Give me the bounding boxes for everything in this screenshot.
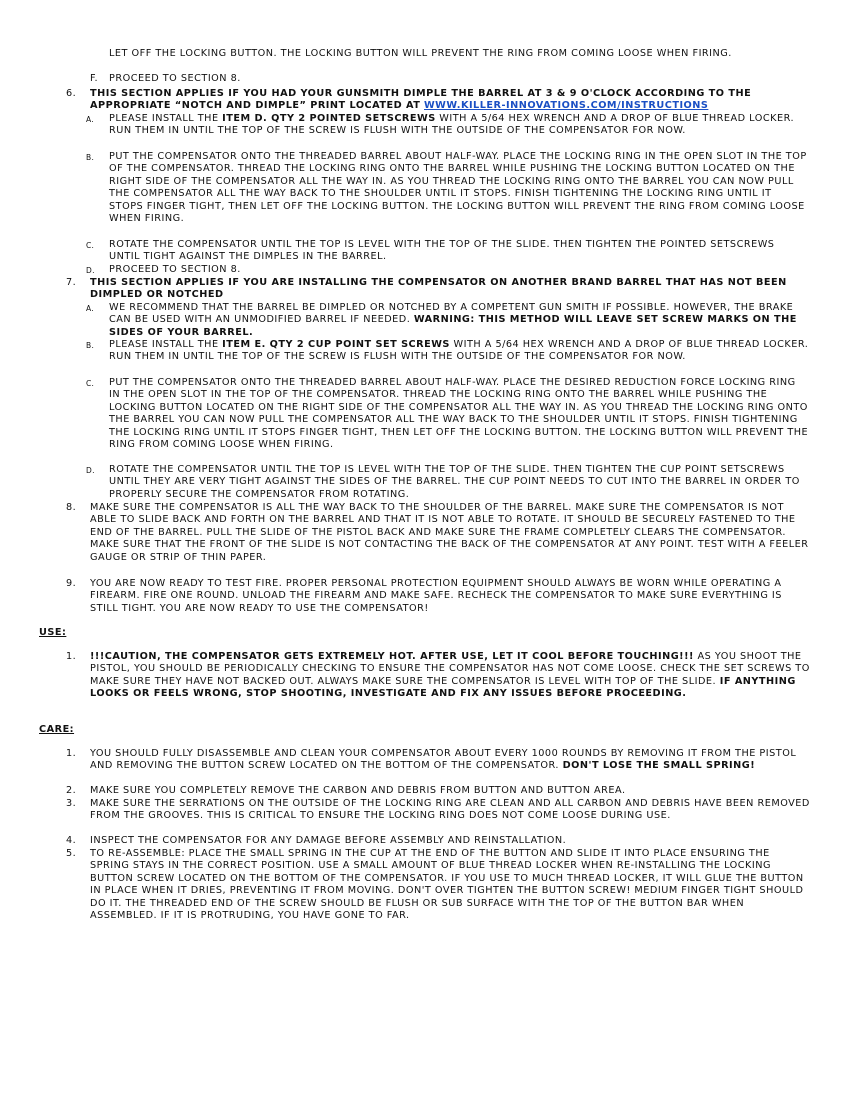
care-item-1-number: 1. bbox=[66, 748, 77, 759]
item-6-number: 6. bbox=[66, 88, 77, 99]
item-7b-label: B. bbox=[86, 341, 95, 350]
item-7b-bold: ITEM E. QTY 2 CUP POINT SET SCREWS bbox=[222, 339, 450, 350]
item-7c-text: PUT THE COMPENSATOR ONTO THE THREADED BARREL ABOUT HALF-WAY. PLACE THE DESIRED REDUCTION FORCE LOCKING RING IN THE OPEN SLOT IN THE TOP OF THE COMPENSATOR. THREAD THE LOCKING RING ONTO THE BARREL WHILE PUSHING THE LOCKING BUTTON LOCATED ON THE RIGHT SIDE OF THE COMPENSATOR ALL THE WAY IN. AS YOU THREAD THE LOCKING RING ONTO THE BARREL YOU CAN NOW PULL THE COMPENSATOR ALL THE WAY BACK TO THE SHOULDER UNTIL IT STOPS. FINISH TIGHTENING THE LOCKING RING UNTIL IT STOPS FINGER TIGHT, THEN LET OFF THE LOCKING BUTTON. THE LOCKING BUTTON WILL PREVENT THE RING FROM COMING LOOSE WHEN FIRING. bbox=[109, 377, 809, 451]
care-item-2-text: MAKE SURE YOU COMPLETELY REMOVE THE CARBON AND DEBRIS FROM BUTTON AND BUTTON AREA. bbox=[90, 785, 626, 796]
item-6a-label: A. bbox=[86, 115, 94, 124]
item-8-text: MAKE SURE THE COMPENSATOR IS ALL THE WAY BACK TO THE SHOULDER OF THE BARREL. MAKE SURE THE COMPENSATOR IS NOT ABLE TO SLIDE BACK AND FORTH ON THE BARREL AND THAT IT IS NOT ABLE TO ROTATE. IT SHOULD BE SECURELY FASTENED TO THE END OF THE BARREL. PULL THE SLIDE OF THE PISTOL BACK AND MAKE SURE THE FRAME COMPLETELY CLEARS THE COMPENSATOR. MAKE SURE THAT THE FRONT OF THE SLIDE IS NOT CONTACTING THE BACK OF THE COMPENSATOR AT ANY POINT. TEST WITH A FEELER GAUGE OR STRIP OF THIN PAPER. bbox=[90, 502, 809, 563]
use-item-1-text bbox=[90, 651, 810, 701]
item-7a-warning: WARNING: THIS METHOD WILL LEAVE SET SCREW MARKS ON THE SIDES OF YOUR BARREL. bbox=[109, 314, 797, 338]
item-6a-text bbox=[109, 113, 809, 138]
caution-text: !!!CAUTION, THE COMPENSATOR GETS EXTREMELY HOT. AFTER USE, LET IT COOL BEFORE TOUCHING!!! bbox=[90, 651, 694, 662]
item-7a-plain: WE RECOMMEND THAT THE BARREL BE DIMPLED OR NOTCHED BY A COMPETENT GUN SMITH IF POSSIBLE. HOWEVER, THE BRAKE CAN BE USED WITH AN UNMODIFIED BARREL IF NEEDED. bbox=[109, 302, 794, 326]
item-7b-post: WITH A 5/64 HEX WRENCH AND A DROP OF BLUE THREAD LOCKER. RUN THEM IN UNTIL THE TOP OF THE SCREW IS FLUSH WITH THE OUTSIDE OF THE COMPENSATOR FOR NOW. bbox=[109, 339, 809, 363]
item-6a-post: WITH A 5/64 HEX WRENCH AND A DROP OF BLUE THREAD LOCKER. RUN THEM IN UNTIL THE TOP OF THE SCREW IS FLUSH WITH THE OUTSIDE OF THE COMPENSATOR FOR NOW. bbox=[109, 113, 795, 137]
use-heading: USE: bbox=[39, 627, 67, 638]
item-7d-label: D. bbox=[86, 466, 95, 475]
item-7a-text bbox=[109, 302, 809, 339]
item-9-text: YOU ARE NOW READY TO TEST FIRE. PROPER PERSONAL PROTECTION EQUIPMENT SHOULD ALWAYS BE WORN WHILE OPERATING A FIREARM. FIRE ONE ROUND. UNLOAD THE FIREARM AND MAKE SAFE. RECHECK THE COMPENSATOR TO MAKE SURE EVERYTHING IS STILL TIGHT. YOU ARE NOW READY TO USE THE COMPENSATOR! bbox=[90, 578, 782, 614]
use-item-1-number: 1. bbox=[66, 651, 77, 662]
care-item-3-number: 3. bbox=[66, 798, 77, 809]
care-item-1-plain: YOU SHOULD FULLY DISASSEMBLE AND CLEAN YOUR COMPENSATOR ABOUT EVERY 1000 ROUNDS BY REMOVING IT FROM THE PISTOL AND REMOVING THE BUTTON SCREW LOCATED ON THE BOTTOM OF THE COMPENSATOR. bbox=[90, 748, 797, 772]
step-f-label: F. bbox=[90, 73, 99, 84]
use-item-1-warning: IF ANYTHING LOOKS OR FEELS WRONG, STOP SHOOTING, INVESTIGATE AND FIX ANY ISSUES BEFORE PROCEEDING. bbox=[90, 675, 796, 700]
item-9-number: 9. bbox=[66, 578, 77, 589]
item-6c-label: C. bbox=[86, 241, 95, 250]
item-6b-text: PUT THE COMPENSATOR ONTO THE THREADED BARREL ABOUT HALF-WAY. PLACE THE LOCKING RING IN THE OPEN SLOT IN THE TOP OF THE COMPENSATOR. THREAD THE LOCKING RING ONTO THE BARREL WHILE PUSHING THE LOCKING BUTTON LOCATED ON THE RIGHT SIDE OF THE COMPENSATOR ALL THE WAY IN. AS YOU THREAD THE LOCKING RING ONTO THE BARREL YOU CAN NOW PULL THE COMPENSATOR ALL THE WAY BACK TO THE SHOULDER UNTIL IT STOPS. FINISH TIGHTENING THE LOCKING RING UNTIL IT STOPS FINGER TIGHT, THEN LET OFF THE LOCKING BUTTON. THE LOCKING BUTTON WILL PREVENT THE RING FROM COMING LOOSE WHEN FIRING. bbox=[109, 151, 807, 225]
item-6-heading-bold: THIS SECTION APPLIES IF YOU HAD YOUR GUNSMITH DIMPLE THE BARREL AT 3 & 9 O'CLOCK ACCORDING TO THE APPROPRIATE “NOTCH AND DIMPLE” PRINT LOCATED AT bbox=[90, 88, 752, 112]
care-item-4-text: INSPECT THE COMPENSATOR FOR ANY DAMAGE BEFORE ASSEMBLY AND REINSTALLATION. bbox=[90, 835, 567, 846]
item-6a-bold: ITEM D. QTY 2 POINTED SETSCREWS bbox=[222, 113, 436, 124]
item-6b-label: B. bbox=[86, 153, 95, 162]
item-7d-text: ROTATE THE COMPENSATOR UNTIL THE TOP IS LEVEL WITH THE TOP OF THE SLIDE. THEN TIGHTEN THE CUP POINT SETSCREWS UNTIL THEY ARE VERY TIGHT AGAINST THE SIDES OF THE BARREL. THE CUP POINT NEEDS TO CUT INTO THE BARREL IN ORDER TO PROPERLY SECURE THE COMPENSATOR FROM ROTATING. bbox=[109, 464, 800, 500]
item-7c-label: C. bbox=[86, 379, 95, 388]
item-6a-pre: PLEASE INSTALL THE bbox=[109, 113, 219, 124]
item-6-heading bbox=[90, 88, 810, 113]
item-7-heading: THIS SECTION APPLIES IF YOU ARE INSTALLING THE COMPENSATOR ON ANOTHER BRAND BARREL THAT HAS NOT BEEN DIMPLED OR NOTCHED bbox=[90, 277, 787, 301]
item-7a-label: A. bbox=[86, 304, 94, 313]
item-6c-text: ROTATE THE COMPENSATOR UNTIL THE TOP IS LEVEL WITH THE TOP OF THE SLIDE. THEN TIGHTEN THE POINTED SETSCREWS UNTIL TIGHT AGAINST THE DIMPLES IN THE BARREL. bbox=[109, 239, 775, 263]
step-f-text: PROCEED TO SECTION 8. bbox=[109, 73, 241, 84]
instructions-link[interactable]: WWW.KILLER-INNOVATIONS.COM/INSTRUCTIONS bbox=[424, 100, 709, 112]
care-heading: CARE: bbox=[39, 724, 75, 735]
care-item-3-text: MAKE SURE THE SERRATIONS ON THE OUTSIDE OF THE LOCKING RING ARE CLEAN AND ALL CARBON AND DEBRIS HAVE BEEN REMOVED FROM THE GROOVES. THIS IS CRITICAL TO ENSURE THE LOCKING RING DOES NOT COME LOOSE DURING USE. bbox=[90, 798, 810, 822]
item-6d-text: PROCEED TO SECTION 8. bbox=[109, 264, 241, 275]
item-7b-text bbox=[109, 339, 809, 364]
use-item-1-plain: AS YOU SHOOT THE PISTOL, YOU SHOULD BE PERIODICALLY CHECKING TO ENSURE THE COMPENSATOR HAS NOT COME LOOSE. CHECK THE SET SCREWS TO MAKE SURE THEY HAVE NOT BACKED OUT. ALWAYS MAKE SURE THE COMPENSATOR IS LEVEL WITH TOP OF THE SLIDE. bbox=[90, 651, 810, 687]
care-item-1-bold: DON'T LOSE THE SMALL SPRING! bbox=[562, 760, 756, 772]
step-e-continuation: LET OFF THE LOCKING BUTTON. THE LOCKING BUTTON WILL PREVENT THE RING FROM COMING LOOSE WHEN FIRING. bbox=[109, 48, 732, 59]
care-item-5-text: TO RE-ASSEMBLE: PLACE THE SMALL SPRING IN THE CUP AT THE END OF THE BUTTON AND SLIDE IT INTO PLACE ENSURING THE SPRING STAYS IN THE CORRECT POSITION. USE A SMALL AMOUNT OF BLUE THREAD LOCKER WHEN RE-INSTALLING THE LOCKING BUTTON SCREW LOCATED ON THE BOTTOM OF THE COMPENSATOR. IF YOU USE TO MUCH THREAD LOCKER, IT WILL GLUE THE BUTTON IN PLACE WHEN IT DRIES, PREVENTING IT FROM MOVING. DON'T OVER TIGHTEN THE BUTTON SCREW! MEDIUM FINGER TIGHT SHOULD DO IT. THE THREADED END OF THE SCREW SHOULD BE FLUSH OR SUB SURFACE WITH THE TOP OF THE BUTTON BAR WHEN ASSEMBLED. IF IT IS PROTRUDING, YOU HAVE GONE TO FAR. bbox=[90, 848, 804, 922]
item-7b-pre: PLEASE INSTALL THE bbox=[109, 339, 219, 350]
item-8-number: 8. bbox=[66, 502, 77, 513]
item-7-number: 7. bbox=[66, 277, 77, 288]
care-item-2-number: 2. bbox=[66, 785, 77, 796]
care-item-1-text bbox=[90, 748, 810, 773]
care-item-4-number: 4. bbox=[66, 835, 77, 846]
item-6d-label: D. bbox=[86, 266, 95, 275]
care-item-5-number: 5. bbox=[66, 848, 77, 859]
